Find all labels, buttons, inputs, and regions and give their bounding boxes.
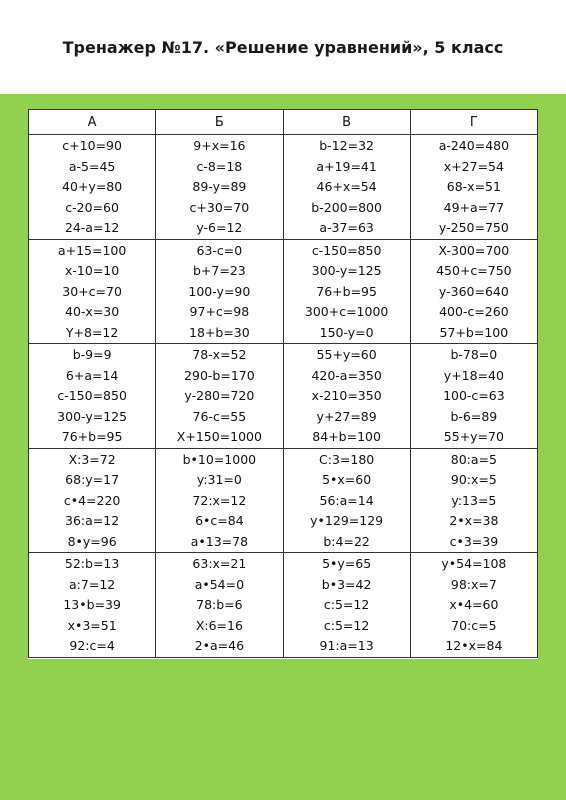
equation: y-250=750 — [438, 220, 509, 235]
equation: 300-y=125 — [57, 408, 128, 424]
equation: 300-y=125 — [311, 263, 382, 278]
equation: a•13=78 — [190, 533, 249, 549]
equation: 18+b=30 — [189, 324, 250, 340]
equation-list — [284, 553, 410, 657]
equation: 6•c=84 — [195, 513, 244, 528]
equation: 290-b=170 — [184, 367, 255, 383]
equation: b•3=42 — [321, 576, 372, 592]
equation: 98:x=7 — [450, 576, 497, 592]
equation: b:4=22 — [323, 533, 370, 549]
column-header: В — [283, 110, 410, 135]
equation: X-300=700 — [438, 242, 510, 258]
equation-list — [29, 553, 155, 657]
equation: y•54=108 — [441, 556, 507, 571]
equation: 91:a=13 — [319, 638, 374, 653]
equation-list — [29, 344, 155, 448]
equation: y-280=720 — [184, 388, 255, 403]
equation: 6+a=14 — [65, 367, 119, 383]
equation: a•54=0 — [194, 576, 245, 592]
equation: c+10=90 — [62, 138, 122, 153]
equation-cell — [156, 239, 283, 344]
equation: 84+b=100 — [312, 429, 381, 444]
equation: 100-c=63 — [443, 388, 505, 403]
equation-cell — [283, 448, 410, 553]
equation: y:31=0 — [196, 472, 242, 487]
equation: 46+x=54 — [316, 179, 377, 194]
equation: c•3=39 — [449, 533, 499, 549]
equation-list — [411, 135, 537, 239]
equation: 78:b=6 — [196, 597, 243, 612]
equation-list — [284, 135, 410, 239]
equation: Y+8=12 — [65, 324, 119, 340]
equation: y:13=5 — [451, 492, 497, 508]
equation-cell — [410, 344, 537, 449]
equation-list — [29, 135, 155, 239]
equation: c:5=12 — [323, 597, 370, 612]
equation: a-240=480 — [438, 138, 510, 153]
equation-cell — [156, 344, 283, 449]
equation: 400-c=260 — [439, 304, 509, 319]
equation-list — [156, 344, 282, 448]
equation-list — [29, 240, 155, 344]
equation: c+30=70 — [189, 199, 250, 215]
equation: 36:a=12 — [65, 513, 120, 528]
equation-list — [156, 135, 282, 239]
table-row — [29, 135, 538, 240]
equation: a+15=100 — [57, 242, 127, 258]
equation: a-37=63 — [319, 220, 374, 235]
equation: 55+y=70 — [443, 429, 504, 444]
equation: 68-x=51 — [446, 179, 501, 194]
equation: 55+y=60 — [316, 347, 377, 362]
equation: 12•x=84 — [445, 638, 503, 653]
equation: 90:x=5 — [450, 472, 497, 487]
column-header: Б — [156, 110, 283, 135]
equation: 40-x=30 — [65, 304, 120, 319]
equation: c•4=220 — [63, 492, 121, 508]
equation-cell — [29, 239, 156, 344]
equation: c-150=850 — [311, 242, 382, 258]
equation: 56:a=14 — [319, 492, 374, 508]
equation-cell — [283, 135, 410, 240]
equation: c:5=12 — [323, 617, 370, 633]
equation-list — [29, 449, 155, 553]
equation: 92:c=4 — [69, 638, 115, 653]
equation: 13•b=39 — [63, 597, 121, 612]
equation-cell — [29, 448, 156, 553]
equation: x-10=10 — [65, 263, 120, 278]
equation: 76+b=95 — [61, 429, 123, 444]
equation: b-200=800 — [311, 199, 382, 215]
equation: b•10=1000 — [182, 451, 257, 467]
equation: x+27=54 — [443, 158, 504, 174]
equation: X+150=1000 — [176, 429, 262, 444]
equation-cell — [156, 553, 283, 658]
equation: C:3=180 — [319, 451, 375, 467]
equation: 70:c=5 — [451, 617, 497, 633]
equation: X:3=72 — [68, 451, 116, 467]
table-row — [29, 448, 538, 553]
equation: 63:x=21 — [192, 556, 247, 571]
equation: y-360=640 — [438, 283, 509, 299]
table-row — [29, 553, 538, 658]
equation: 450+c=750 — [436, 263, 512, 278]
equation: X:6=16 — [195, 617, 243, 633]
equation: 76+b=95 — [316, 283, 377, 299]
equation-list — [284, 344, 410, 448]
equation-cell — [410, 448, 537, 553]
equation: a-5=45 — [68, 158, 116, 174]
equation: 2•a=46 — [194, 638, 245, 653]
equation: 97+c=98 — [189, 304, 250, 319]
equation: 9+x=16 — [193, 138, 246, 153]
equation-cell — [283, 553, 410, 658]
header-row — [29, 110, 538, 135]
equation-list — [284, 240, 410, 344]
equation-list — [411, 553, 537, 657]
equation-list — [411, 240, 537, 344]
equation: 76-c=55 — [192, 408, 247, 424]
equation: 5•x=60 — [322, 472, 372, 487]
equation: b-12=32 — [319, 138, 374, 153]
equation: 52:b=13 — [64, 556, 120, 571]
equation: 30+c=70 — [62, 283, 122, 299]
equation: y+27=89 — [316, 408, 377, 424]
equation: 420-a=350 — [311, 367, 382, 383]
equation-list — [411, 449, 537, 553]
equation: b+7=23 — [193, 263, 246, 278]
equation-cell — [410, 135, 537, 240]
equation: c-8=18 — [196, 158, 243, 174]
equation-cell — [156, 448, 283, 553]
equation-cell — [283, 239, 410, 344]
column-header: А — [29, 110, 156, 135]
equation: a+19=41 — [316, 158, 377, 174]
table-row — [29, 344, 538, 449]
equation: 300+c=1000 — [304, 304, 389, 319]
equation: 49+a=77 — [443, 199, 505, 215]
equation-cell — [156, 135, 283, 240]
equation: 57+b=100 — [439, 324, 509, 340]
equation: 100-y=90 — [188, 283, 251, 299]
equation: a:7=12 — [69, 576, 116, 592]
equation: 78-x=52 — [192, 347, 247, 362]
equation: y-6=12 — [196, 220, 243, 235]
equation: 72:x=12 — [192, 492, 247, 508]
table-row — [29, 239, 538, 344]
equation: 8•y=96 — [67, 533, 117, 549]
equation-cell — [29, 135, 156, 240]
equation: c-20=60 — [65, 199, 119, 215]
equation: 150-y=0 — [319, 324, 374, 340]
column-header: Г — [410, 110, 537, 135]
worksheet-sheet — [28, 109, 538, 659]
equation: b-9=9 — [72, 347, 112, 362]
equation-cell — [29, 344, 156, 449]
equation: 40+y=80 — [62, 179, 123, 194]
equation: 68:y=17 — [65, 472, 120, 487]
equation: 2•x=38 — [449, 513, 499, 528]
equation: b-78=0 — [450, 347, 498, 362]
equation-cell — [410, 553, 537, 658]
equation: 5•y=65 — [322, 556, 372, 571]
equation: 63-c=0 — [196, 242, 243, 258]
equation: x•3=51 — [67, 617, 117, 633]
equation: 89-y=89 — [192, 179, 247, 194]
equation-list — [411, 344, 537, 448]
equation: 24-a=12 — [64, 220, 120, 235]
equation: b-6=89 — [450, 408, 498, 424]
equation-list — [156, 449, 282, 553]
equations-table — [28, 109, 538, 658]
equation: y•129=129 — [310, 513, 384, 528]
equation: y+18=40 — [443, 367, 504, 383]
page-title: Тренажер №17. «Решение уравнений», 5 класс — [62, 38, 504, 57]
equation: x-210=350 — [311, 388, 382, 403]
equation-cell — [410, 239, 537, 344]
equation: 80:a=5 — [450, 451, 497, 467]
equation-cell — [29, 553, 156, 658]
equation-list — [284, 449, 410, 553]
equation-cell — [283, 344, 410, 449]
equation-list — [156, 553, 282, 657]
equation-list — [156, 240, 282, 344]
equation: c-150=850 — [57, 388, 127, 403]
equation: x•4=60 — [449, 597, 499, 612]
